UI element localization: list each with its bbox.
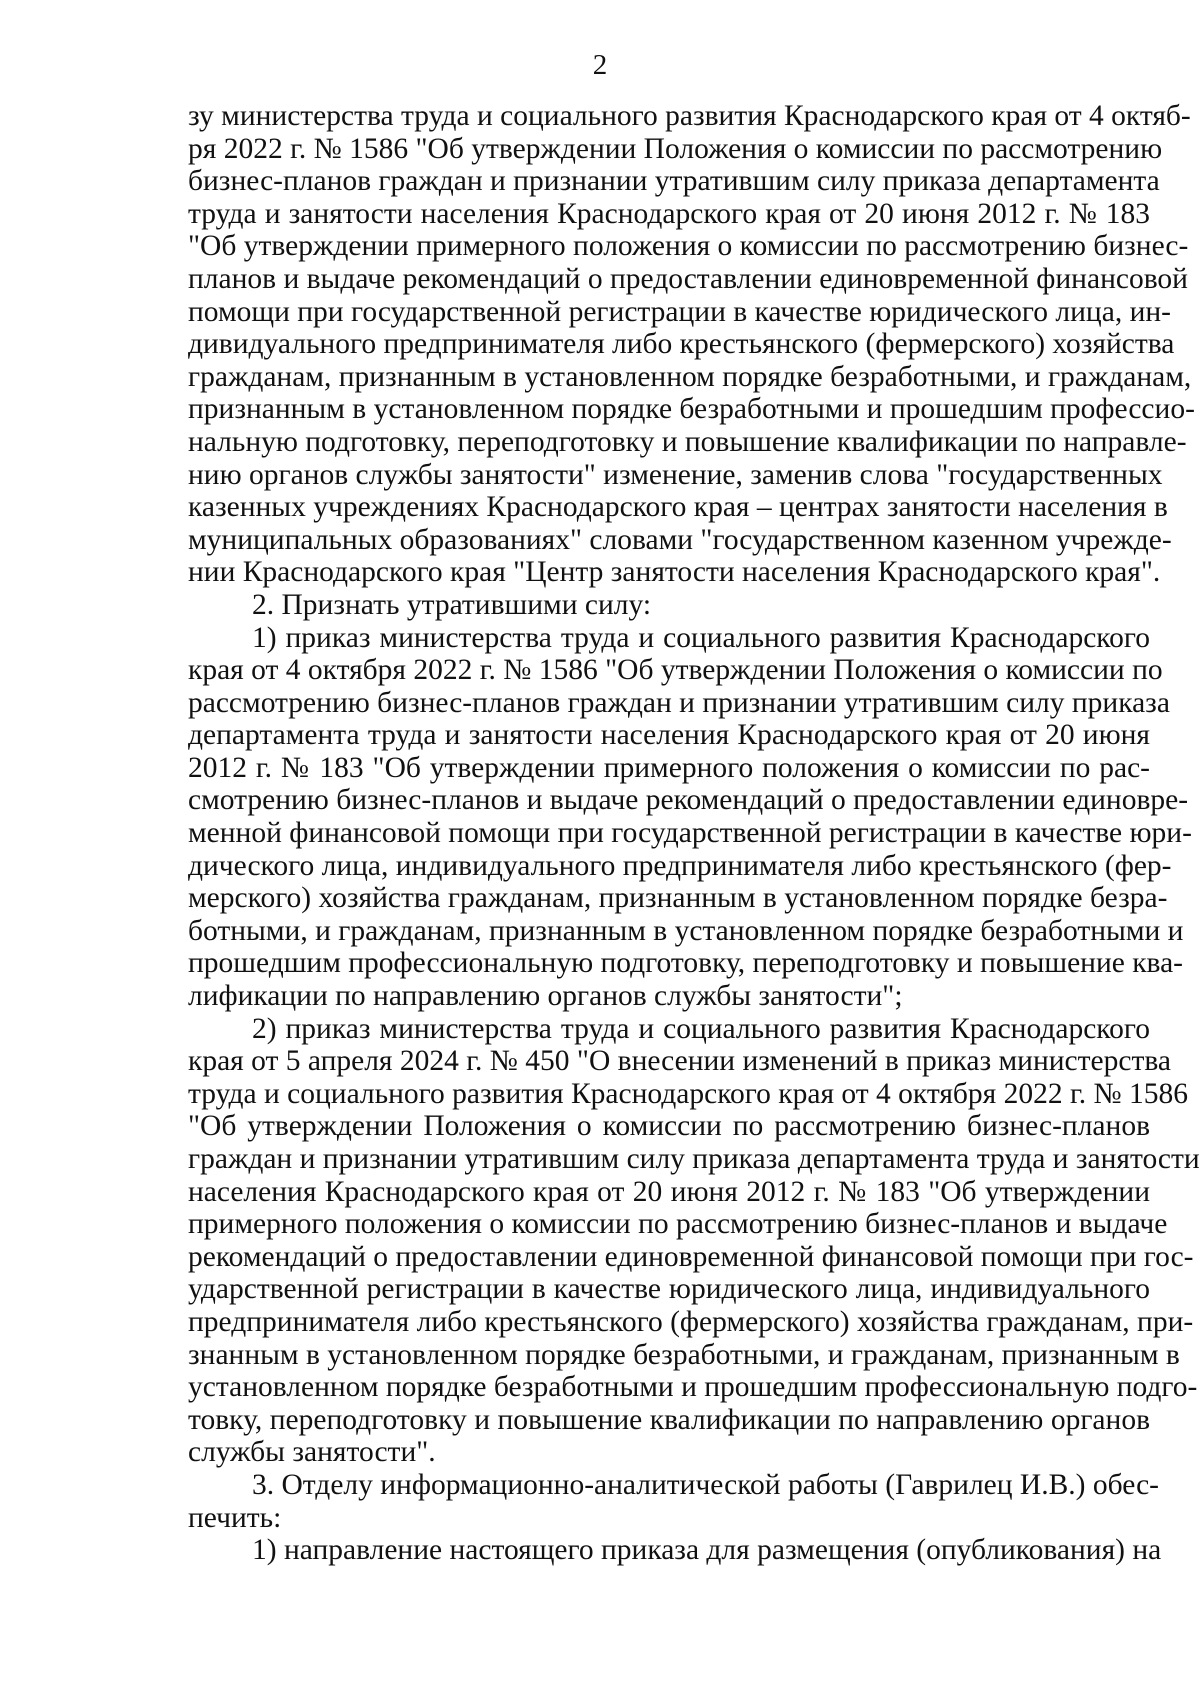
text-line: населения Краснодарского края от 20 июня 2012 г. № 183 "Об утверждении: [188, 1175, 1150, 1208]
page-number: 2: [592, 49, 608, 81]
text-line: менной финансовой помощи при государственной регистрации в качестве юри-: [188, 817, 1192, 850]
text-line: бизнес-планов граждан и признании утратившим силу приказа департамента: [188, 165, 1160, 198]
text-line: труда и занятости населения Краснодарского края от 20 июня 2012 г. № 183: [188, 197, 1150, 230]
document-body: [188, 100, 1200, 1567]
text-line: края от 4 октября 2022 г. № 1586 "Об утверждении Положения о комиссии по: [188, 654, 1163, 687]
text-line: 2. Признать утратившими силу:: [252, 588, 652, 621]
text-line: нии Краснодарского края "Центр занятости населения Краснодарского края".: [188, 556, 1161, 589]
text-line: помощи при государственной регистрации в качестве юридического лица, ин-: [188, 295, 1171, 328]
text-line: 3. Отделу информационно-аналитической работы (Гаврилец И.В.) обес-: [252, 1468, 1159, 1501]
text-line: края от 5 апреля 2024 г. № 450 "О внесении изменений в приказ министерства: [188, 1045, 1171, 1078]
text-line: граждан и признании утратившим силу приказа департамента труда и занятости: [188, 1143, 1200, 1175]
text-line: планов и выдаче рекомендаций о предоставлении единовременной финансовой: [188, 262, 1188, 295]
text-line: рекомендаций о предоставлении единовременной финансовой помощи при гос-: [188, 1240, 1194, 1273]
text-line: нальную подготовку, переподготовку и повышение квалификации по направле-: [188, 425, 1187, 458]
text-line: зу министерства труда и социального развития Краснодарского края от 4 октяб-: [188, 100, 1191, 132]
paragraph: [188, 1468, 1159, 1534]
text-line: департамента труда и занятости населения Краснодарского края от 20 июня: [188, 719, 1150, 752]
text-line: ря 2022 г. № 1586 "Об утверждении Положения о комиссии по рассмотрению: [188, 132, 1163, 165]
text-line: ботными, и гражданам, признанным в установленном порядке безработными и: [188, 914, 1184, 947]
text-line: 2) приказ министерства труда и социального развития Краснодарского: [252, 1012, 1150, 1045]
text-line: 1) приказ министерства труда и социального развития Краснодарского: [252, 621, 1150, 654]
text-line: предпринимателя либо крестьянского (фермерского) хозяйства гражданам, при-: [188, 1305, 1194, 1338]
text-line: знанным в установленном порядке безработными, и гражданам, признанным в: [188, 1338, 1180, 1371]
text-line: примерного положения о комиссии по рассмотрению бизнес-планов и выдаче: [188, 1208, 1168, 1241]
paragraph: [188, 589, 1150, 622]
text-line: дивидуального предпринимателя либо крестьянского (фермерского) хозяйства: [188, 328, 1175, 361]
text-line: смотрению бизнес-планов и выдаче рекомендаций о предоставлении единовре-: [188, 784, 1189, 817]
text-line: признанным в установленном порядке безработными и прошедшим профессио-: [188, 393, 1195, 426]
text-line: рассмотрению бизнес-планов граждан и признании утратившим силу приказа: [188, 686, 1170, 719]
paragraph: [188, 100, 1195, 589]
text-line: труда и социального развития Краснодарского края от 4 октября 2022 г. № 1586: [188, 1077, 1189, 1110]
text-line: гражданам, признанным в установленном порядке безработными, и гражданам,: [188, 360, 1192, 393]
text-line: "Об утверждении примерного положения о комиссии по рассмотрению бизнес-: [188, 230, 1189, 263]
text-line: нию органов службы занятости" изменение, заменив слова "государственных: [188, 458, 1163, 491]
text-line: 1) направление настоящего приказа для размещения (опубликования) на: [252, 1534, 1162, 1567]
text-line: службы занятости".: [188, 1436, 436, 1469]
paragraph: [188, 1534, 1162, 1567]
text-line: лификации по направлению органов службы занятости";: [188, 980, 903, 1013]
text-line: установленном порядке безработными и прошедшим профессиональную подго-: [188, 1371, 1198, 1404]
text-line: дического лица, индивидуального предпринимателя либо крестьянского (фер-: [188, 849, 1172, 882]
text-line: печить:: [188, 1501, 282, 1534]
text-line: товку, переподготовку и повышение квалификации по направлению органов: [188, 1403, 1150, 1436]
text-line: казенных учреждениях Краснодарского края – центрах занятости населения в: [188, 491, 1168, 524]
text-line: мерского) хозяйства гражданам, признанным в установленном порядке безра-: [188, 882, 1168, 915]
text-line: 2012 г. № 183 "Об утверждении примерного положения о комиссии по рас-: [188, 751, 1150, 784]
text-line: ударственной регистрации в качестве юридического лица, индивидуального: [188, 1273, 1150, 1306]
text-line: прошедшим профессиональную подготовку, переподготовку и повышение ква-: [188, 947, 1184, 980]
text-line: муниципальных образованиях" словами "государственном казенном учрежде-: [188, 523, 1172, 556]
text-line: "Об утверждении Положения о комиссии по рассмотрению бизнес-планов: [188, 1110, 1150, 1143]
paragraph: [188, 621, 1192, 1013]
paragraph: [188, 1012, 1200, 1469]
